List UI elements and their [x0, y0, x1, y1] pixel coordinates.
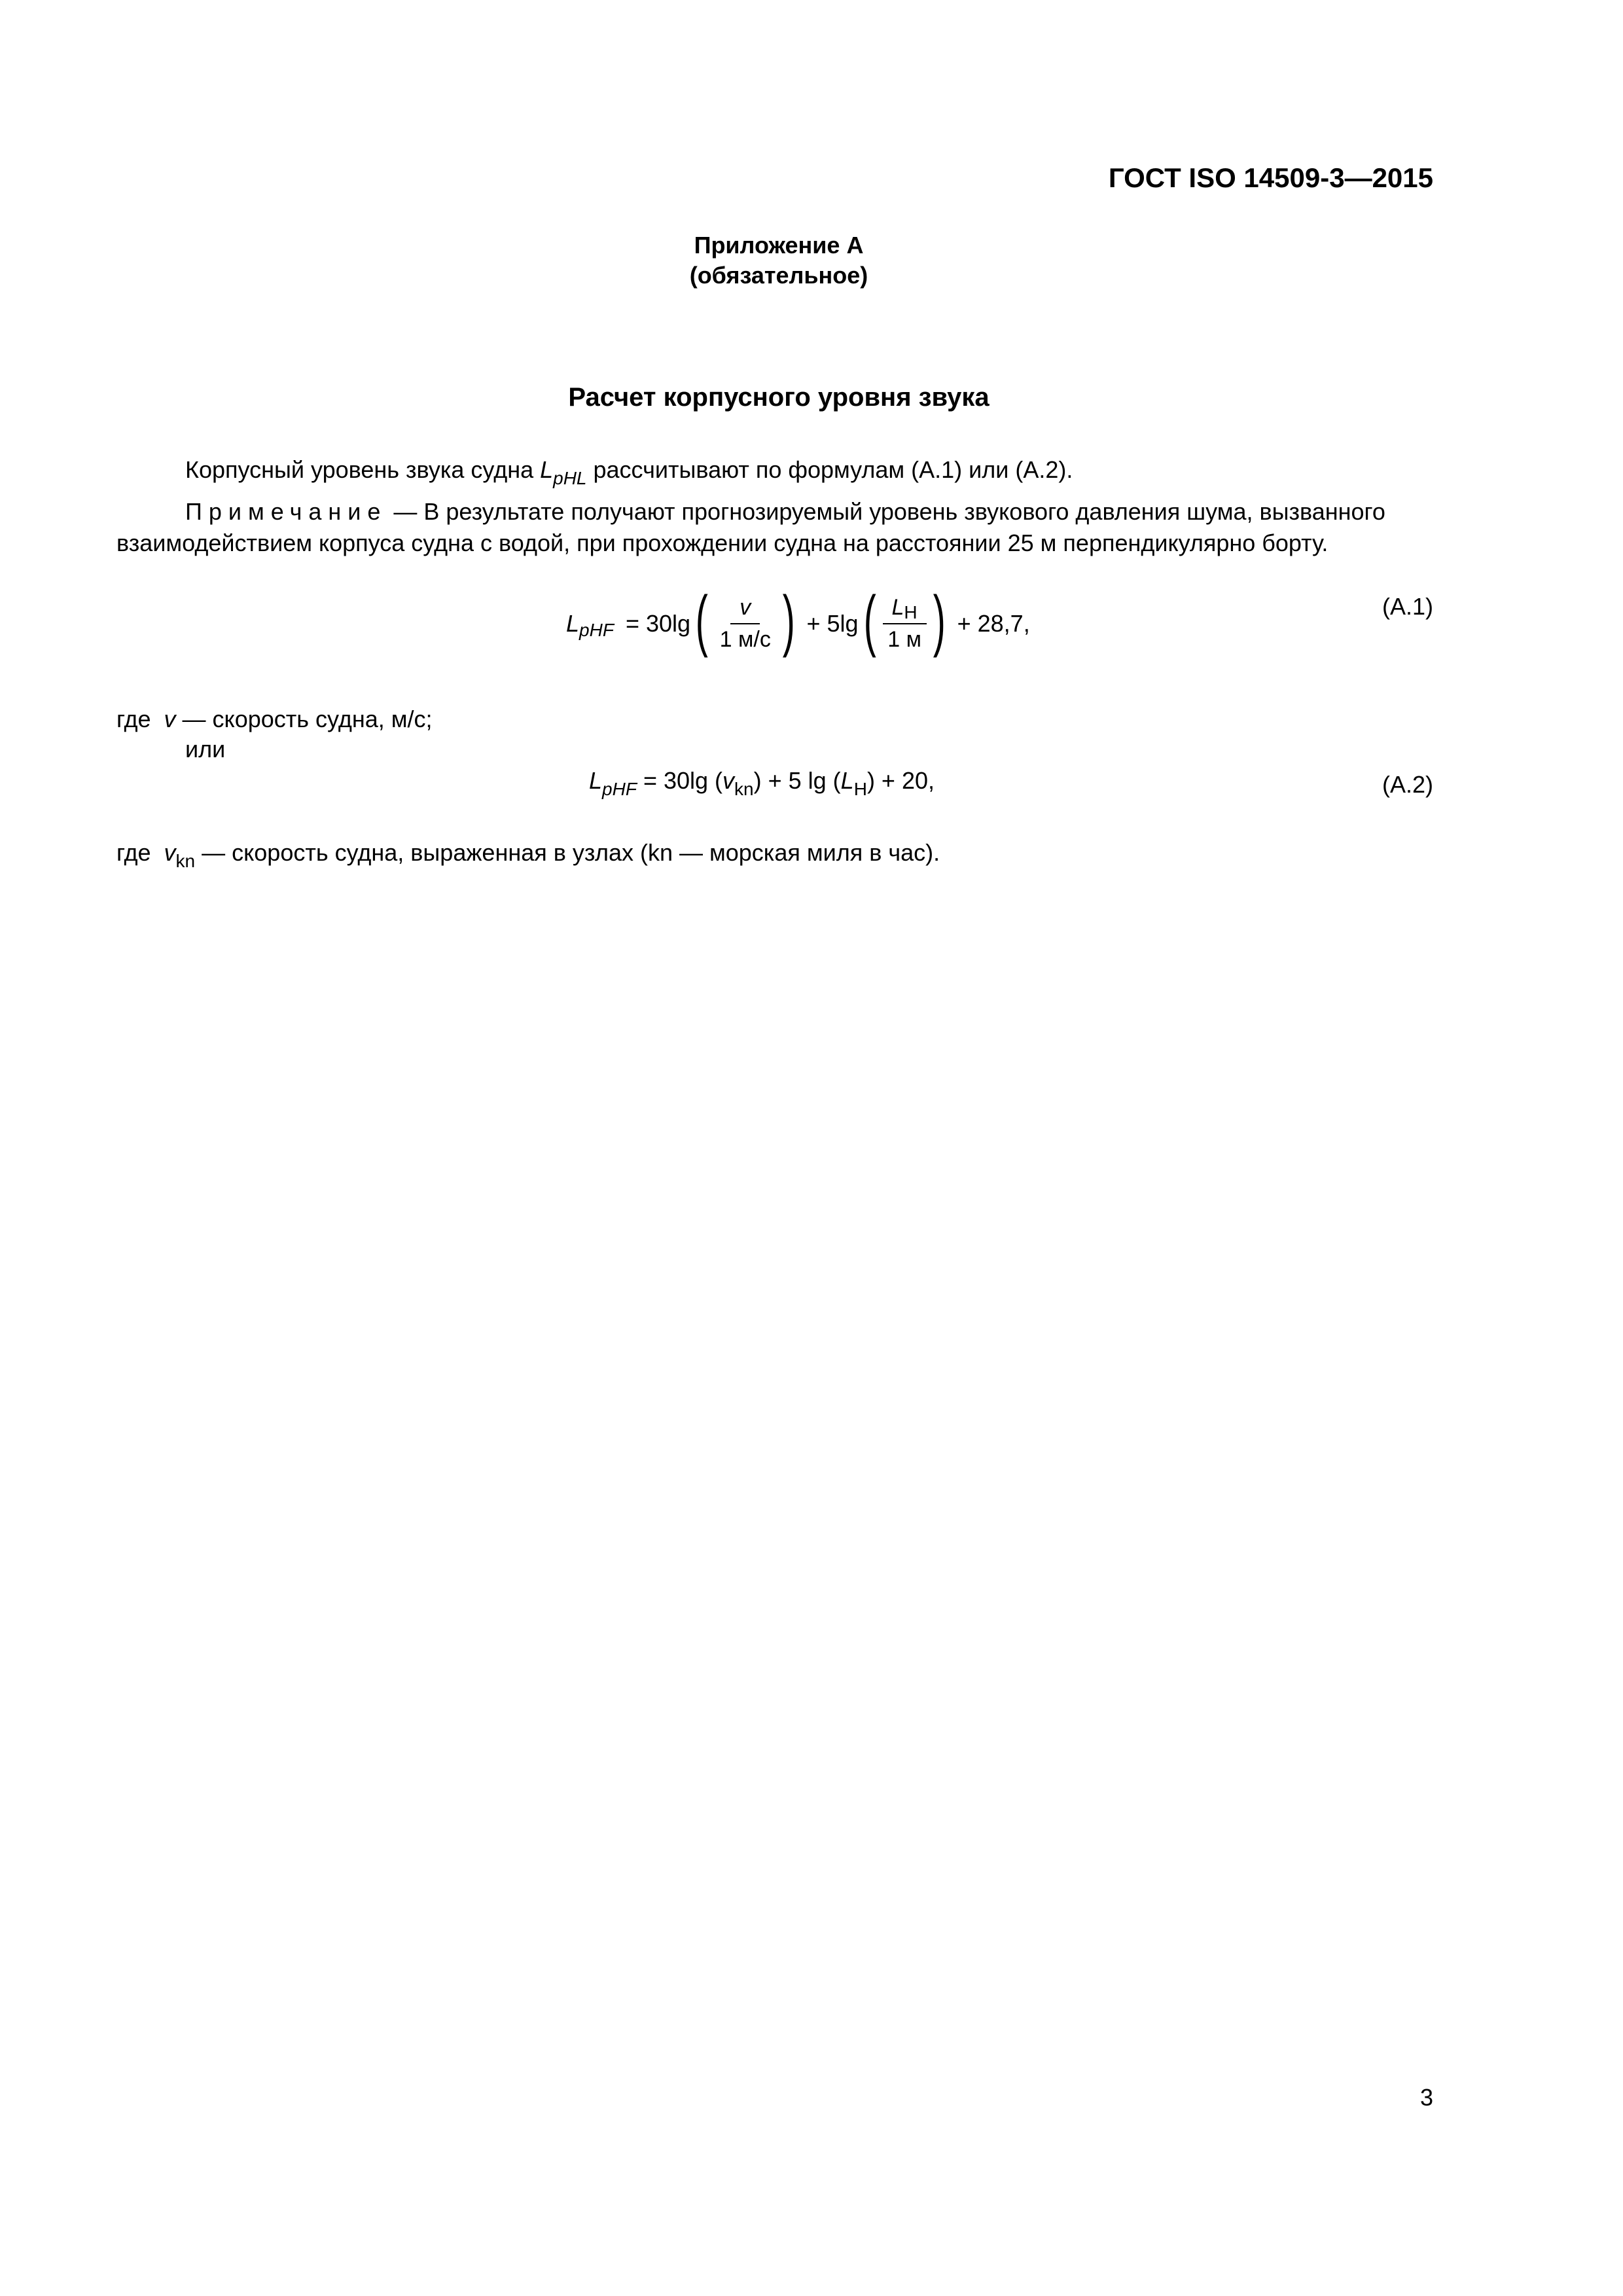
eq1-tail: + 28,7,	[950, 610, 1030, 637]
eq1-frac1-numerator: v	[740, 595, 751, 620]
eq1-5lg: + 5lg	[800, 610, 859, 637]
eq1-fraction-2: ( $\frac{LH}{1 м}$ )	[863, 583, 946, 658]
note-label: Примечание	[185, 498, 387, 525]
intro-text-after: рассчитывают по формулам (А.1) или (А.2).	[586, 456, 1073, 483]
section-title: Расчет корпусного уровня звука	[568, 383, 990, 412]
intro-symbol: L	[540, 456, 554, 483]
annex-status: (обязательное)	[689, 262, 868, 289]
where-vkn-symbol: v	[164, 839, 176, 866]
note-paragraph	[116, 496, 1433, 559]
or-word: или	[185, 736, 226, 762]
where-v-text: — скорость судна, м/с;	[175, 706, 433, 732]
eq1-lhs-subscript: pHF	[579, 620, 614, 640]
equation-a1	[566, 583, 1030, 660]
eq1-30lg: = 30lg	[618, 610, 691, 637]
eq2-v-symbol: v	[722, 767, 735, 794]
where-v-definition: где v — скорость судна, м/с;	[116, 706, 433, 732]
eq1-fraction-1: ( $\frac{v}{1 м/с}$ )	[695, 583, 795, 658]
eq1-lhs-symbol: L	[566, 610, 580, 637]
eq1-frac2-denominator: 1 м	[887, 627, 921, 652]
eq2-v-subscript: kn	[734, 779, 754, 799]
eq2-L-subscript: H	[853, 779, 867, 799]
standard-code-header: ГОСТ ISO 14509-3—2015	[1108, 162, 1433, 193]
equation-a2-number: (А.2)	[1382, 771, 1433, 798]
eq1-frac1-denominator: 1 м/с	[719, 627, 771, 652]
where-v-symbol: v	[164, 706, 176, 732]
equation-a2: $L_{pHF} = 30\lg$ $(v_{kn}) + 5$ $\lg (L_H) + 20$,	[589, 767, 935, 799]
intro-paragraph	[185, 454, 1073, 488]
equation-a1-number: (А.1)	[1382, 593, 1433, 620]
annex-heading	[0, 230, 1558, 291]
intro-text-before: Корпусный уровень звука судна	[185, 456, 541, 483]
eq1-frac2-numerator-subscript: H	[904, 602, 918, 622]
intro-symbol-subscript: pHL	[553, 468, 587, 488]
eq2-lhs-subscript: pHF	[602, 779, 637, 799]
eq2-L-symbol: L	[840, 767, 854, 794]
where-vkn-definition: где $v_{kn}$ — скорость судна, выраженная в узлах (kn — морская миля в час).	[116, 839, 940, 871]
where-vkn-subscript: kn	[175, 851, 196, 871]
note-text: — В результате получают прогнозируемый уровень звукового давления шума, вызванного взаимодействием корпуса судна с водой, при прохождении судна на расстоянии 25 м перпендикулярно борту.	[116, 498, 1385, 556]
eq1-frac2-numerator: L	[891, 595, 904, 620]
page-number: 3	[1419, 2084, 1433, 2111]
where-vkn-text: — скорость судна, выраженная в узлах (kn — морская миля в час).	[195, 839, 940, 866]
annex-title: Приложение А	[694, 232, 864, 259]
eq2-lhs-symbol: L	[589, 767, 603, 794]
